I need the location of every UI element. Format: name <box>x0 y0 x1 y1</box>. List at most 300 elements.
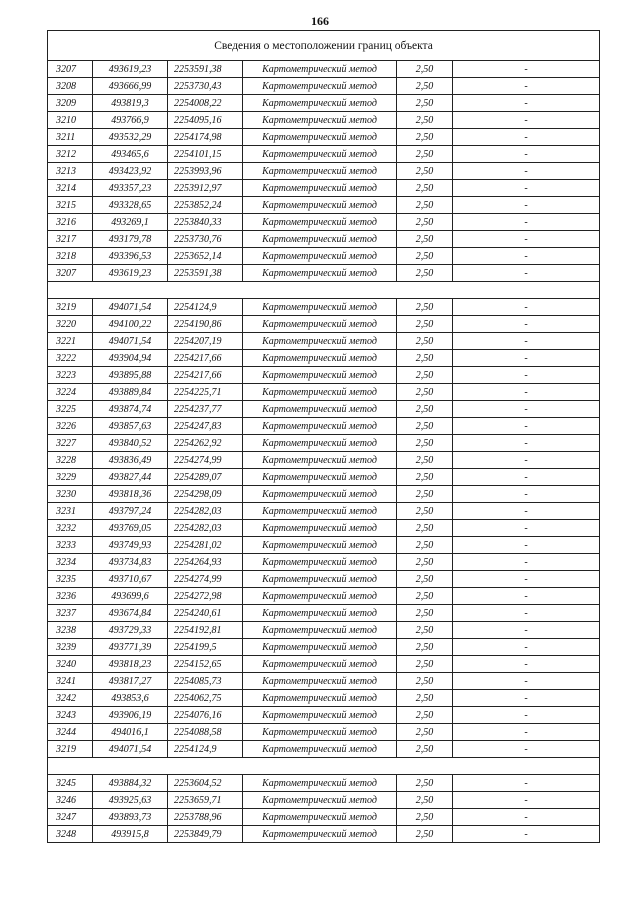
table-row <box>48 520 600 537</box>
accuracy-cell: 2,50 <box>397 163 453 180</box>
accuracy-cell: 2,50 <box>397 503 453 520</box>
description-cell: - <box>453 112 600 129</box>
accuracy-cell: 2,50 <box>397 299 453 316</box>
group-separator-row <box>48 282 600 299</box>
accuracy-cell: 2,50 <box>397 775 453 792</box>
accuracy-cell: 2,50 <box>397 826 453 843</box>
point-number-cell: 3241 <box>48 673 93 690</box>
coordinate-y-cell: 2254262,92 <box>168 435 243 452</box>
point-number-cell: 3215 <box>48 197 93 214</box>
point-number-cell: 3211 <box>48 129 93 146</box>
coordinate-x-cell: 493749,93 <box>93 537 168 554</box>
method-cell: Картометрический метод <box>243 775 397 792</box>
coordinate-x-cell: 493857,63 <box>93 418 168 435</box>
method-cell: Картометрический метод <box>243 231 397 248</box>
accuracy-cell: 2,50 <box>397 78 453 95</box>
point-number-cell: 3231 <box>48 503 93 520</box>
table-row <box>48 95 600 112</box>
accuracy-cell: 2,50 <box>397 197 453 214</box>
table-row <box>48 316 600 333</box>
coordinate-y-cell: 2254008,22 <box>168 95 243 112</box>
method-cell: Картометрический метод <box>243 554 397 571</box>
point-number-cell: 3213 <box>48 163 93 180</box>
accuracy-cell: 2,50 <box>397 622 453 639</box>
accuracy-cell: 2,50 <box>397 486 453 503</box>
accuracy-cell: 2,50 <box>397 265 453 282</box>
description-cell: - <box>453 673 600 690</box>
method-cell: Картометрический метод <box>243 197 397 214</box>
coordinate-x-cell: 493328,65 <box>93 197 168 214</box>
table-row <box>48 401 600 418</box>
point-number-cell: 3209 <box>48 95 93 112</box>
method-cell: Картометрический метод <box>243 248 397 265</box>
accuracy-cell: 2,50 <box>397 180 453 197</box>
point-number-cell: 3236 <box>48 588 93 605</box>
accuracy-cell: 2,50 <box>397 673 453 690</box>
method-cell: Картометрический метод <box>243 724 397 741</box>
table-row <box>48 180 600 197</box>
table-row <box>48 248 600 265</box>
coordinate-x-cell: 494100,22 <box>93 316 168 333</box>
accuracy-cell: 2,50 <box>397 231 453 248</box>
description-cell: - <box>453 605 600 622</box>
coordinate-x-cell: 493771,39 <box>93 639 168 656</box>
table-row <box>48 197 600 214</box>
coordinate-y-cell: 2254217,66 <box>168 350 243 367</box>
method-cell: Картометрический метод <box>243 401 397 418</box>
coordinate-x-cell: 493269,1 <box>93 214 168 231</box>
description-cell: - <box>453 350 600 367</box>
table-row <box>48 639 600 656</box>
coordinate-x-cell: 494071,54 <box>93 741 168 758</box>
accuracy-cell: 2,50 <box>397 401 453 418</box>
coordinate-x-cell: 493915,8 <box>93 826 168 843</box>
point-number-cell: 3242 <box>48 690 93 707</box>
coordinate-x-cell: 493840,52 <box>93 435 168 452</box>
method-cell: Картометрический метод <box>243 112 397 129</box>
coordinates-table <box>47 30 600 843</box>
coordinate-y-cell: 2253730,43 <box>168 78 243 95</box>
coordinate-x-cell: 494016,1 <box>93 724 168 741</box>
accuracy-cell: 2,50 <box>397 469 453 486</box>
coordinate-y-cell: 2254076,16 <box>168 707 243 724</box>
accuracy-cell: 2,50 <box>397 724 453 741</box>
coordinate-x-cell: 493357,23 <box>93 180 168 197</box>
point-number-cell: 3240 <box>48 656 93 673</box>
method-cell: Картометрический метод <box>243 792 397 809</box>
coordinate-x-cell: 493895,88 <box>93 367 168 384</box>
table-row <box>48 554 600 571</box>
table-row <box>48 724 600 741</box>
method-cell: Картометрический метод <box>243 265 397 282</box>
coordinate-y-cell: 2254101,15 <box>168 146 243 163</box>
coordinate-x-cell: 493818,36 <box>93 486 168 503</box>
accuracy-cell: 2,50 <box>397 367 453 384</box>
description-cell: - <box>453 265 600 282</box>
point-number-cell: 3246 <box>48 792 93 809</box>
point-number-cell: 3217 <box>48 231 93 248</box>
coordinate-y-cell: 2254085,73 <box>168 673 243 690</box>
description-cell: - <box>453 95 600 112</box>
table-row <box>48 61 600 78</box>
point-number-cell: 3218 <box>48 248 93 265</box>
table-row <box>48 571 600 588</box>
method-cell: Картометрический метод <box>243 214 397 231</box>
group-separator-row <box>48 758 600 775</box>
coordinate-y-cell: 2254174,98 <box>168 129 243 146</box>
coordinate-x-cell: 493904,94 <box>93 350 168 367</box>
accuracy-cell: 2,50 <box>397 452 453 469</box>
table-row <box>48 741 600 758</box>
point-number-cell: 3220 <box>48 316 93 333</box>
accuracy-cell: 2,50 <box>397 690 453 707</box>
coordinate-y-cell: 2254190,86 <box>168 316 243 333</box>
coordinate-x-cell: 493619,23 <box>93 265 168 282</box>
coordinate-y-cell: 2254264,93 <box>168 554 243 571</box>
description-cell: - <box>453 61 600 78</box>
table-row <box>48 656 600 673</box>
coordinate-x-cell: 493925,63 <box>93 792 168 809</box>
method-cell: Картометрический метод <box>243 741 397 758</box>
coordinate-x-cell: 493827,44 <box>93 469 168 486</box>
table-row <box>48 214 600 231</box>
method-cell: Картометрический метод <box>243 146 397 163</box>
table-row <box>48 78 600 95</box>
coordinate-y-cell: 2254237,77 <box>168 401 243 418</box>
point-number-cell: 3245 <box>48 775 93 792</box>
method-cell: Картометрический метод <box>243 656 397 673</box>
accuracy-cell: 2,50 <box>397 537 453 554</box>
point-number-cell: 3233 <box>48 537 93 554</box>
accuracy-cell: 2,50 <box>397 146 453 163</box>
coordinate-x-cell: 493423,92 <box>93 163 168 180</box>
group-separator-cell <box>48 282 600 299</box>
table-row <box>48 384 600 401</box>
coordinate-y-cell: 2253852,24 <box>168 197 243 214</box>
coordinate-y-cell: 2253659,71 <box>168 792 243 809</box>
coordinate-x-cell: 493766,9 <box>93 112 168 129</box>
method-cell: Картометрический метод <box>243 571 397 588</box>
coordinate-y-cell: 2254199,5 <box>168 639 243 656</box>
coordinate-x-cell: 493710,67 <box>93 571 168 588</box>
point-number-cell: 3238 <box>48 622 93 639</box>
point-number-cell: 3234 <box>48 554 93 571</box>
coordinate-y-cell: 2253912,97 <box>168 180 243 197</box>
method-cell: Картометрический метод <box>243 588 397 605</box>
method-cell: Картометрический метод <box>243 95 397 112</box>
method-cell: Картометрический метод <box>243 639 397 656</box>
table-row <box>48 826 600 843</box>
description-cell: - <box>453 639 600 656</box>
point-number-cell: 3221 <box>48 333 93 350</box>
method-cell: Картометрический метод <box>243 503 397 520</box>
accuracy-cell: 2,50 <box>397 809 453 826</box>
accuracy-cell: 2,50 <box>397 554 453 571</box>
point-number-cell: 3212 <box>48 146 93 163</box>
description-cell: - <box>453 520 600 537</box>
description-cell: - <box>453 231 600 248</box>
description-cell: - <box>453 248 600 265</box>
description-cell: - <box>453 367 600 384</box>
description-cell: - <box>453 197 600 214</box>
table-row <box>48 112 600 129</box>
table-row <box>48 367 600 384</box>
point-number-cell: 3219 <box>48 299 93 316</box>
point-number-cell: 3248 <box>48 826 93 843</box>
method-cell: Картометрический метод <box>243 537 397 554</box>
coordinate-y-cell: 2254282,03 <box>168 520 243 537</box>
table-row <box>48 792 600 809</box>
accuracy-cell: 2,50 <box>397 418 453 435</box>
coordinate-y-cell: 2254062,75 <box>168 690 243 707</box>
method-cell: Картометрический метод <box>243 690 397 707</box>
coordinate-y-cell: 2254124,9 <box>168 741 243 758</box>
description-cell: - <box>453 435 600 452</box>
accuracy-cell: 2,50 <box>397 95 453 112</box>
accuracy-cell: 2,50 <box>397 605 453 622</box>
description-cell: - <box>453 486 600 503</box>
description-cell: - <box>453 809 600 826</box>
coordinate-y-cell: 2254217,66 <box>168 367 243 384</box>
method-cell: Картометрический метод <box>243 129 397 146</box>
table-row <box>48 265 600 282</box>
accuracy-cell: 2,50 <box>397 656 453 673</box>
coordinate-x-cell: 493906,19 <box>93 707 168 724</box>
point-number-cell: 3207 <box>48 265 93 282</box>
method-cell: Картометрический метод <box>243 180 397 197</box>
accuracy-cell: 2,50 <box>397 792 453 809</box>
coordinate-y-cell: 2253591,38 <box>168 61 243 78</box>
method-cell: Картометрический метод <box>243 333 397 350</box>
coordinate-y-cell: 2253652,14 <box>168 248 243 265</box>
table-row <box>48 146 600 163</box>
description-cell: - <box>453 163 600 180</box>
table-row <box>48 333 600 350</box>
point-number-cell: 3227 <box>48 435 93 452</box>
table-row <box>48 418 600 435</box>
method-cell: Картометрический метод <box>243 605 397 622</box>
description-cell: - <box>453 741 600 758</box>
coordinate-y-cell: 2254298,09 <box>168 486 243 503</box>
coordinate-y-cell: 2254225,71 <box>168 384 243 401</box>
coordinate-x-cell: 493465,6 <box>93 146 168 163</box>
accuracy-cell: 2,50 <box>397 435 453 452</box>
accuracy-cell: 2,50 <box>397 639 453 656</box>
description-cell: - <box>453 333 600 350</box>
table-title-row <box>48 31 600 61</box>
coordinate-x-cell: 493674,84 <box>93 605 168 622</box>
method-cell: Картометрический метод <box>243 673 397 690</box>
accuracy-cell: 2,50 <box>397 248 453 265</box>
point-number-cell: 3214 <box>48 180 93 197</box>
table-row <box>48 537 600 554</box>
coordinate-y-cell: 2254281,02 <box>168 537 243 554</box>
point-number-cell: 3229 <box>48 469 93 486</box>
coordinate-x-cell: 493179,78 <box>93 231 168 248</box>
point-number-cell: 3219 <box>48 741 93 758</box>
coordinate-y-cell: 2253591,38 <box>168 265 243 282</box>
description-cell: - <box>453 452 600 469</box>
accuracy-cell: 2,50 <box>397 214 453 231</box>
point-number-cell: 3239 <box>48 639 93 656</box>
description-cell: - <box>453 146 600 163</box>
method-cell: Картометрический метод <box>243 350 397 367</box>
accuracy-cell: 2,50 <box>397 571 453 588</box>
coordinate-y-cell: 2254207,19 <box>168 333 243 350</box>
coordinate-x-cell: 493893,73 <box>93 809 168 826</box>
coordinate-x-cell: 493769,05 <box>93 520 168 537</box>
method-cell: Картометрический метод <box>243 809 397 826</box>
point-number-cell: 3208 <box>48 78 93 95</box>
description-cell: - <box>453 384 600 401</box>
coordinate-x-cell: 493734,83 <box>93 554 168 571</box>
description-cell: - <box>453 622 600 639</box>
coordinate-y-cell: 2254124,9 <box>168 299 243 316</box>
method-cell: Картометрический метод <box>243 61 397 78</box>
method-cell: Картометрический метод <box>243 78 397 95</box>
coordinate-y-cell: 2254274,99 <box>168 571 243 588</box>
coordinate-y-cell: 2253730,76 <box>168 231 243 248</box>
accuracy-cell: 2,50 <box>397 520 453 537</box>
accuracy-cell: 2,50 <box>397 741 453 758</box>
method-cell: Картометрический метод <box>243 622 397 639</box>
coordinate-x-cell: 493797,24 <box>93 503 168 520</box>
coordinate-x-cell: 493532,29 <box>93 129 168 146</box>
table-row <box>48 129 600 146</box>
coordinate-x-cell: 493666,99 <box>93 78 168 95</box>
accuracy-cell: 2,50 <box>397 333 453 350</box>
point-number-cell: 3247 <box>48 809 93 826</box>
page-number: 166 <box>311 14 329 28</box>
coordinate-x-cell: 493396,53 <box>93 248 168 265</box>
description-cell: - <box>453 469 600 486</box>
coordinate-y-cell: 2254282,03 <box>168 503 243 520</box>
point-number-cell: 3243 <box>48 707 93 724</box>
coordinate-y-cell: 2254095,16 <box>168 112 243 129</box>
table-row <box>48 673 600 690</box>
description-cell: - <box>453 78 600 95</box>
description-cell: - <box>453 690 600 707</box>
description-cell: - <box>453 418 600 435</box>
coordinate-x-cell: 494071,54 <box>93 333 168 350</box>
description-cell: - <box>453 792 600 809</box>
method-cell: Картометрический метод <box>243 299 397 316</box>
table-row <box>48 299 600 316</box>
coordinate-x-cell: 493699,6 <box>93 588 168 605</box>
method-cell: Картометрический метод <box>243 469 397 486</box>
method-cell: Картометрический метод <box>243 384 397 401</box>
coordinate-y-cell: 2254272,98 <box>168 588 243 605</box>
coordinate-x-cell: 493836,49 <box>93 452 168 469</box>
description-cell: - <box>453 826 600 843</box>
point-number-cell: 3237 <box>48 605 93 622</box>
method-cell: Картометрический метод <box>243 367 397 384</box>
description-cell: - <box>453 554 600 571</box>
table-row <box>48 622 600 639</box>
coordinate-y-cell: 2254192,81 <box>168 622 243 639</box>
coordinate-y-cell: 2253993,96 <box>168 163 243 180</box>
description-cell: - <box>453 316 600 333</box>
table-row <box>48 350 600 367</box>
table-row <box>48 435 600 452</box>
coordinate-y-cell: 2254247,83 <box>168 418 243 435</box>
table-row <box>48 503 600 520</box>
coordinate-y-cell: 2254289,07 <box>168 469 243 486</box>
coordinate-x-cell: 494071,54 <box>93 299 168 316</box>
method-cell: Картометрический метод <box>243 452 397 469</box>
coordinate-x-cell: 493619,23 <box>93 61 168 78</box>
table-row <box>48 163 600 180</box>
point-number-cell: 3228 <box>48 452 93 469</box>
accuracy-cell: 2,50 <box>397 384 453 401</box>
description-cell: - <box>453 503 600 520</box>
description-cell: - <box>453 214 600 231</box>
group-separator-cell <box>48 758 600 775</box>
method-cell: Картометрический метод <box>243 163 397 180</box>
coordinate-x-cell: 493819,3 <box>93 95 168 112</box>
point-number-cell: 3207 <box>48 61 93 78</box>
table-row <box>48 775 600 792</box>
method-cell: Картометрический метод <box>243 826 397 843</box>
coordinate-x-cell: 493817,27 <box>93 673 168 690</box>
accuracy-cell: 2,50 <box>397 707 453 724</box>
description-cell: - <box>453 724 600 741</box>
coordinate-y-cell: 2254088,58 <box>168 724 243 741</box>
coordinate-y-cell: 2253788,96 <box>168 809 243 826</box>
table-row <box>48 469 600 486</box>
description-cell: - <box>453 775 600 792</box>
table-row <box>48 690 600 707</box>
method-cell: Картометрический метод <box>243 316 397 333</box>
description-cell: - <box>453 299 600 316</box>
description-cell: - <box>453 656 600 673</box>
point-number-cell: 3230 <box>48 486 93 503</box>
description-cell: - <box>453 571 600 588</box>
accuracy-cell: 2,50 <box>397 61 453 78</box>
description-cell: - <box>453 707 600 724</box>
accuracy-cell: 2,50 <box>397 112 453 129</box>
table-row <box>48 452 600 469</box>
method-cell: Картометрический метод <box>243 418 397 435</box>
point-number-cell: 3210 <box>48 112 93 129</box>
description-cell: - <box>453 588 600 605</box>
coordinate-x-cell: 493874,74 <box>93 401 168 418</box>
table-row <box>48 809 600 826</box>
accuracy-cell: 2,50 <box>397 588 453 605</box>
description-cell: - <box>453 129 600 146</box>
coordinate-x-cell: 493884,32 <box>93 775 168 792</box>
table-title: Сведения о местоположении границ объекта <box>48 31 600 61</box>
description-cell: - <box>453 537 600 554</box>
method-cell: Картометрический метод <box>243 520 397 537</box>
method-cell: Картометрический метод <box>243 707 397 724</box>
point-number-cell: 3232 <box>48 520 93 537</box>
table-row <box>48 486 600 503</box>
point-number-cell: 3224 <box>48 384 93 401</box>
coordinate-y-cell: 2254240,61 <box>168 605 243 622</box>
point-number-cell: 3244 <box>48 724 93 741</box>
table-row <box>48 605 600 622</box>
coordinate-y-cell: 2253604,52 <box>168 775 243 792</box>
description-cell: - <box>453 401 600 418</box>
description-cell: - <box>453 180 600 197</box>
coordinate-x-cell: 493818,23 <box>93 656 168 673</box>
method-cell: Картометрический метод <box>243 435 397 452</box>
coordinate-x-cell: 493889,84 <box>93 384 168 401</box>
table-row <box>48 707 600 724</box>
point-number-cell: 3222 <box>48 350 93 367</box>
table-row <box>48 231 600 248</box>
